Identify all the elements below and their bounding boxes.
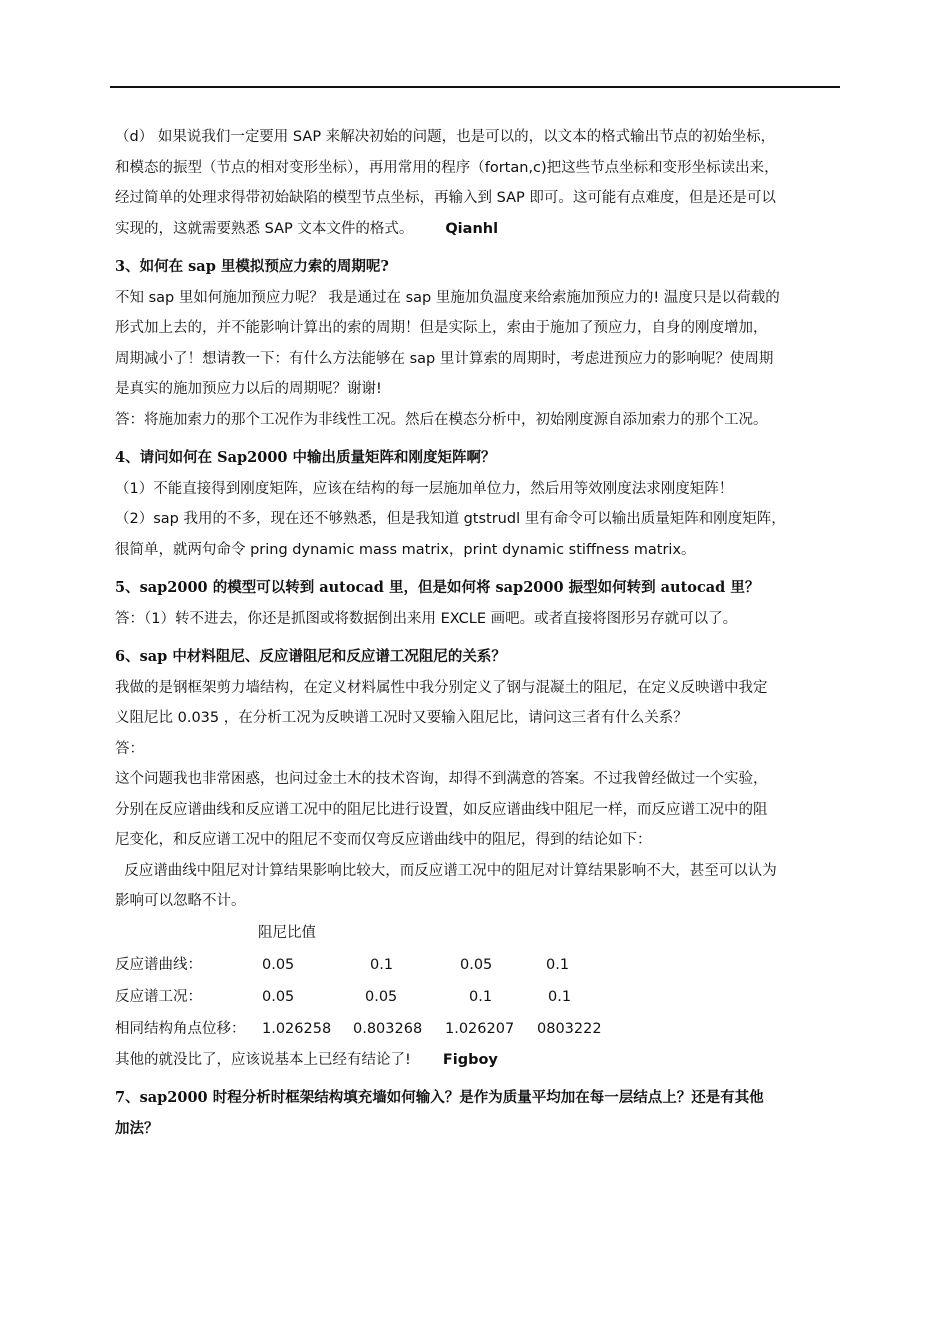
question-6: [115, 642, 840, 1075]
damping-table: [115, 917, 840, 1045]
table-cell: 0.05: [262, 988, 295, 1005]
question-heading: 7、sap2000 时程分析时框架结构填充墙如何输入？是作为质量平均加在每一层结点上？还是有其他: [115, 1089, 764, 1106]
paragraph-line: 不知 sap 里如何施加预应力呢？ 我是通过在 sap 里施加负温度来给索施加预应力的! 温度只是以荷载的: [115, 289, 780, 306]
table-cell: 1.026207: [445, 1020, 515, 1037]
question-4: [115, 443, 840, 565]
question-heading: 加法？: [115, 1119, 159, 1137]
table-row: [115, 981, 840, 1013]
answer-line: 答：（1）转不进去，你还是抓图或将数据倒出来用 EXCLE 画吧。或者直接将图形另存就可以了。: [115, 610, 738, 627]
paragraph-line: 反应谱曲线中阻尼对计算结果影响比较大，而反应谱工况中的阻尼对计算结果影响不大，甚至可以认为: [115, 862, 777, 879]
paragraph-line: 是真实的施加预应力以后的周期呢？谢谢!: [115, 381, 382, 397]
table-cell: 0803222: [537, 1020, 602, 1037]
paragraph-text: 实现的，这就需要熟悉 SAP 文本文件的格式。: [115, 220, 414, 237]
paragraph-line: （1）不能直接得到刚度矩阵，应该在结构的每一层施加单位力，然后用等效刚度法求刚度矩阵！: [115, 480, 734, 497]
paragraph-line: （2）sap 我用的不多，现在还不够熟悉，但是我知道 gtstrudl 里有命令可以输出质量矩阵和刚度矩阵，: [115, 511, 786, 527]
table-cell: 0.803268: [353, 1020, 423, 1037]
question-heading: 6、sap 中材料阻尼、反应谱阻尼和反应谱工况阻尼的关系？: [115, 648, 506, 665]
table-row: [115, 949, 840, 981]
table-header-row: [115, 917, 840, 949]
paragraph-line: 经过简单的处理求得带初始缺陷的模型节点坐标，再输入到 SAP 即可。这可能有点难度，但是还是可以: [115, 190, 776, 206]
table-header: 阻尼比值: [258, 924, 316, 941]
paragraph-line: 和模态的振型（节点的相对变形坐标），再用常用的程序（fortan,c)把这些节点坐标和变形坐标读出来，: [115, 159, 779, 176]
question-heading: 3、如何在 sap 里模拟预应力索的周期呢?: [115, 258, 389, 275]
row-label: 反应谱工况：: [115, 988, 202, 1005]
question-heading: 4、请问如何在 Sap2000 中输出质量矩阵和刚度矩阵啊？: [115, 449, 496, 466]
row-label: 相同结构角点位移：: [115, 1020, 246, 1037]
table-cell: 0.1: [546, 956, 570, 973]
author-signature: Qianhl: [445, 220, 499, 237]
answer-line: 答：将施加索力的那个工况作为非线性工况。然后在模态分析中，初始刚度源自添加索力的那个工况。: [115, 411, 768, 428]
question-5: [115, 573, 840, 634]
paragraph-line: 周期减小了！想请教一下：有什么方法能够在 sap 里计算索的周期时，考虑进预应力的影响呢？使周期: [115, 350, 774, 367]
paragraph-line: 影响可以忽略不计。: [115, 893, 246, 909]
paragraph-line: 这个问题我也非常困惑，也问过金土木的技术咨询，却得不到满意的答案。不过我曾经做过一个实验，: [115, 771, 768, 787]
table-cell: 0.05: [262, 956, 295, 973]
paragraph-line: 答：: [115, 740, 144, 757]
paragraph-line: 尼变化，和反应谱工况中的阻尼不变而仅弯反应谱曲线中的阻尼，得到的结论如下：: [115, 832, 652, 848]
paragraph-line: 义阻尼比 0.035 ，在分析工况为反映谱工况时又要输入阻尼比，请问这三者有什么关系？: [115, 710, 688, 726]
document-body: [115, 122, 840, 1144]
table-cell: 0.05: [365, 988, 398, 1005]
paragraph-line: （d） 如果说我们一定要用 SAP 来解决初始的问题，也是可以的，以文本的格式输出节点的初始坐标，: [115, 129, 776, 145]
table-cell: 0.05: [460, 956, 493, 973]
paragraph-line: 形式加上去的，并不能影响计算出的索的周期！但是实际上，索由于施加了预应力，自身的刚度增加，: [115, 320, 768, 336]
header-rule: [110, 86, 840, 88]
table-cell: 0.1: [469, 988, 493, 1005]
table-row: [115, 1013, 840, 1045]
paragraph-line: 分别在反应谱曲线和反应谱工况中的阻尼比进行设置，如反应谱曲线中阻尼一样，而反应谱工况中的阻: [115, 801, 768, 818]
question-heading: 5、sap2000 的模型可以转到 autocad 里，但是如何将 sap2000 振型如何转到 autocad 里？: [115, 579, 760, 596]
table-cell: 0.1: [370, 956, 394, 973]
conclusion-text: 其他的就没比了，应该说基本上已经有结论了!: [115, 1051, 411, 1068]
row-label: 反应谱曲线：: [115, 956, 202, 973]
question-7: [115, 1083, 840, 1144]
paragraph-line: [115, 214, 840, 245]
table-cell: 0.1: [548, 988, 572, 1005]
paragraph-line: 很简单，就两句命令 pring dynamic mass matrix，print dynamic stiffness matrix。: [115, 541, 696, 558]
question-3: [115, 252, 840, 435]
paragraph-line: [115, 1045, 840, 1076]
paragraph-line: 我做的是钢框架剪力墙结构，在定义材料属性中我分别定义了钢与混凝土的阻尼，在定义反映谱中我定: [115, 679, 768, 696]
author-signature: Figboy: [442, 1051, 498, 1068]
table-cell: 1.026258: [262, 1020, 332, 1037]
section-d: [115, 122, 840, 244]
